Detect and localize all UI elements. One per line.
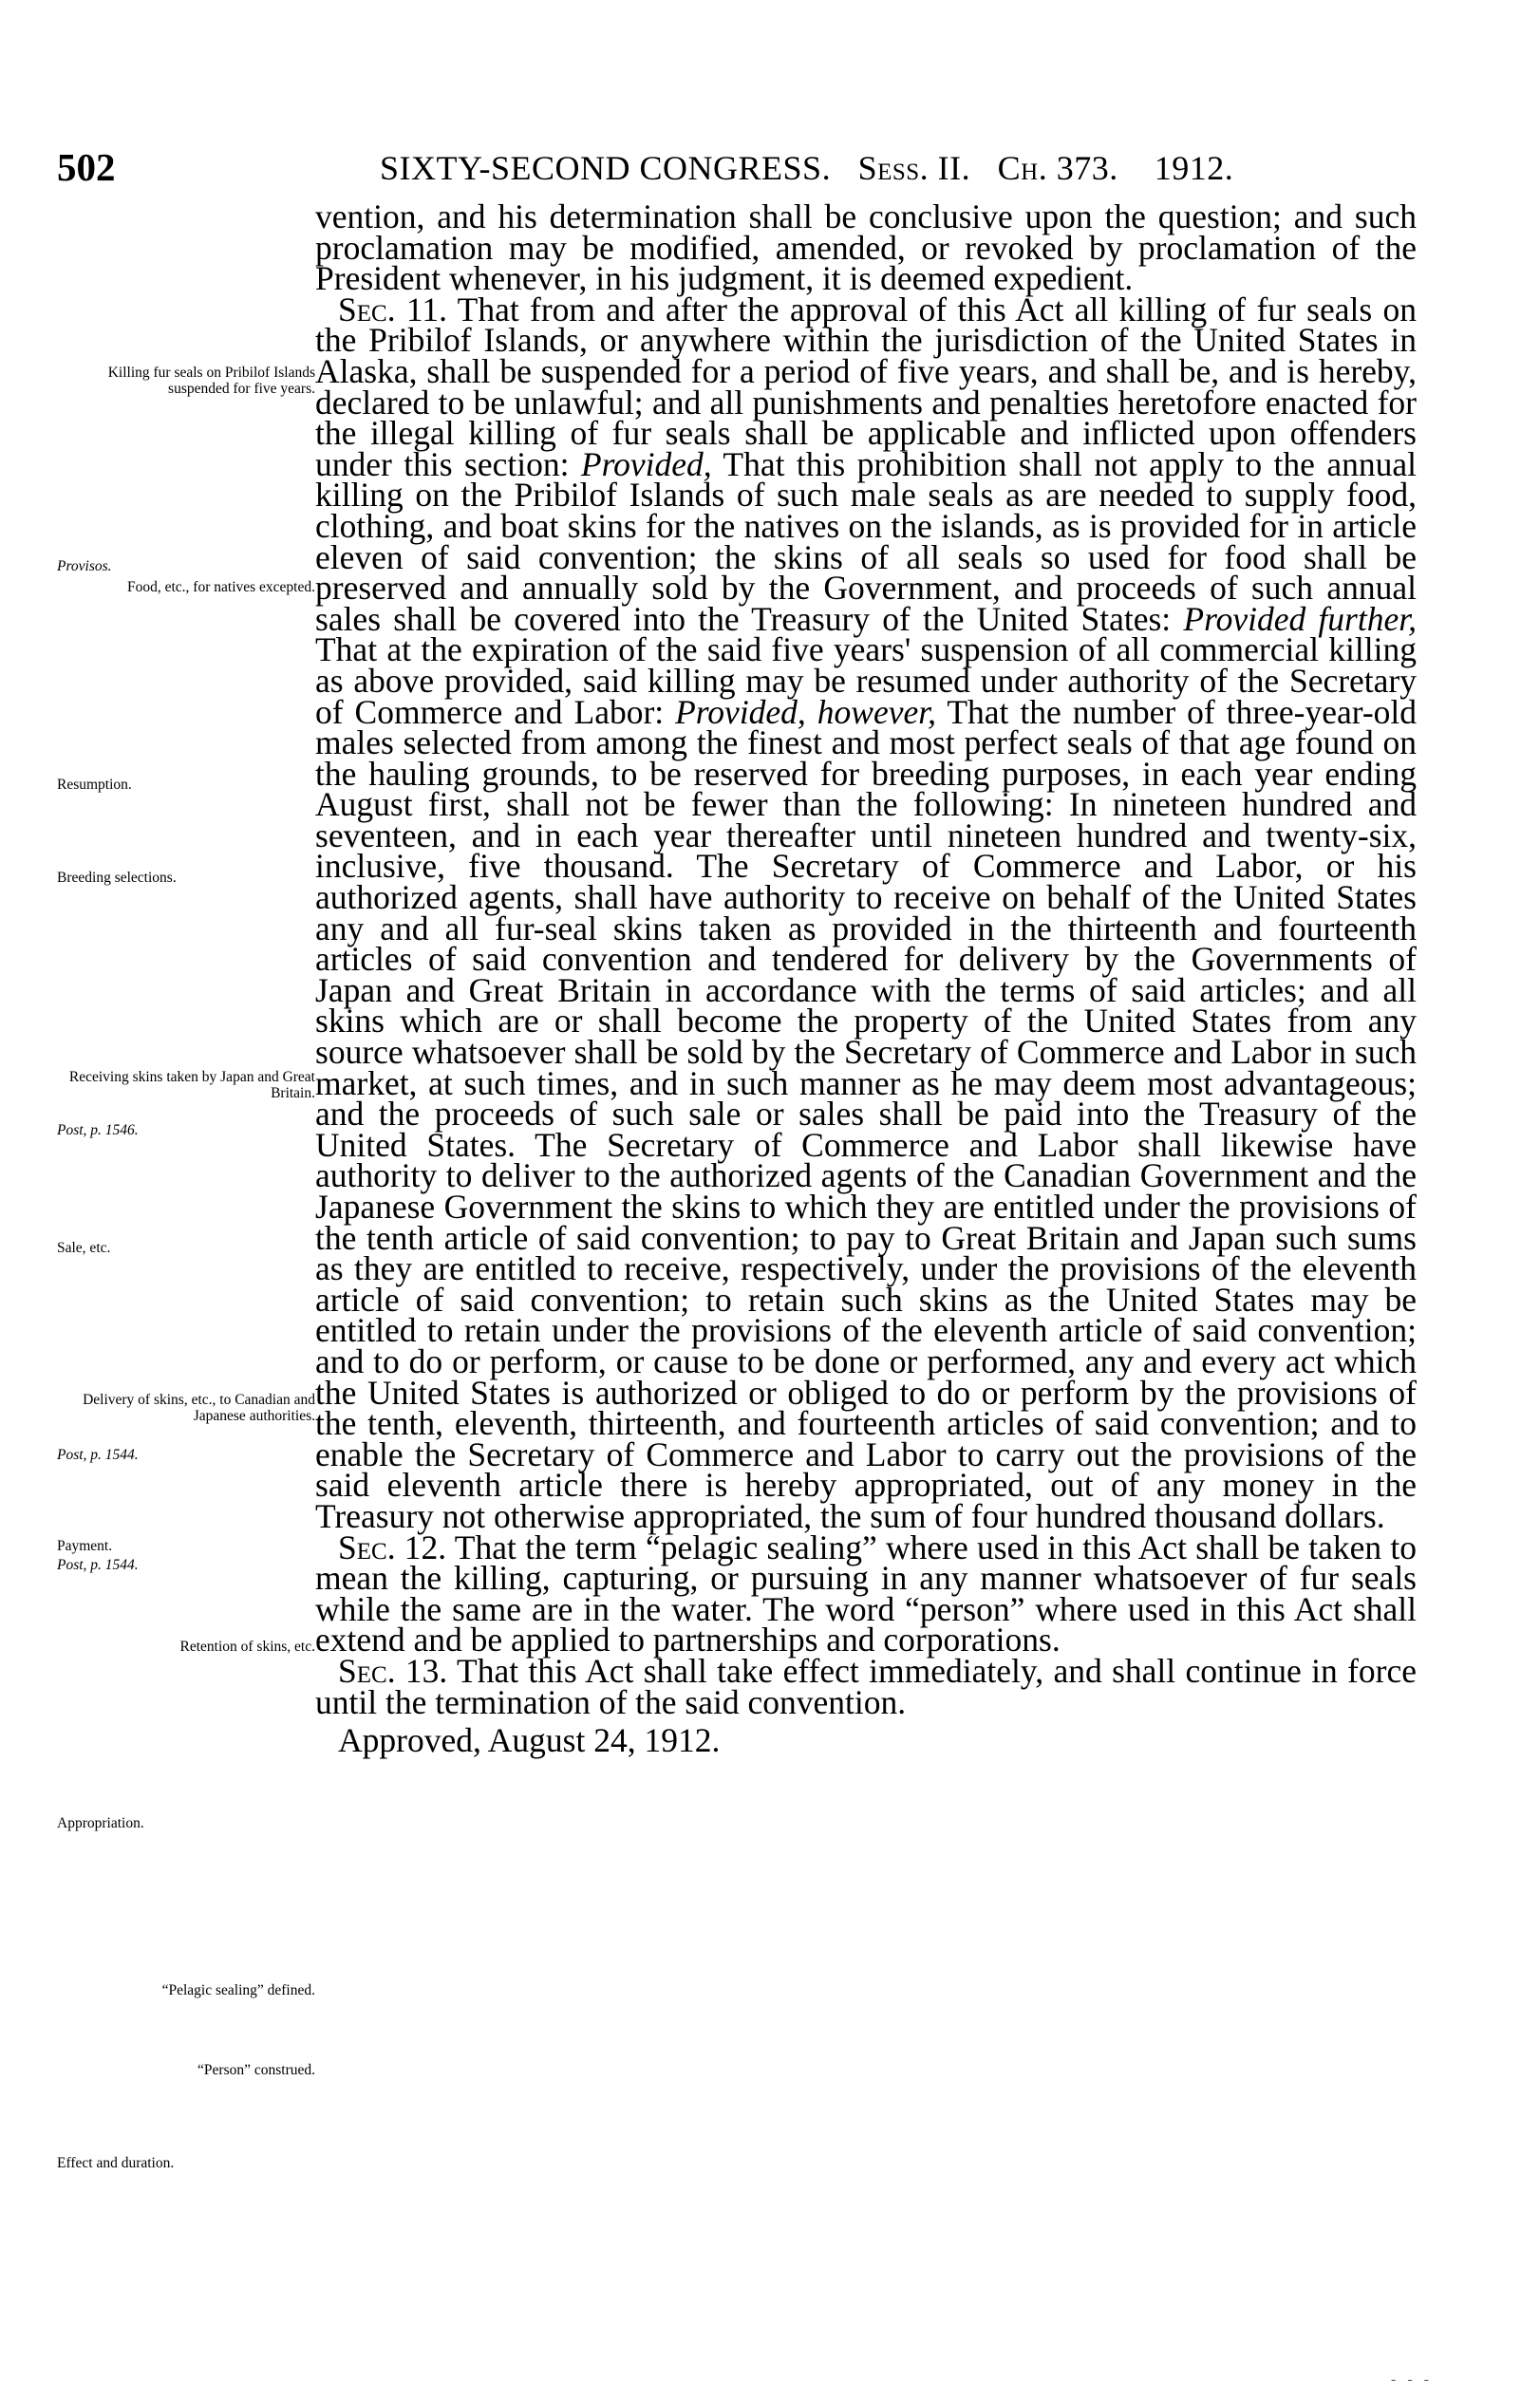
section-11-text-b: That this prohibition shall not apply to the annual killing on the Pribilof Islands of such male seals as are needed to supply food, clothing, and boat skins for the natives on the islands, as is provided for in article eleven of said convention; the skins of all seals so used for food shall be preserved and annually sold by the Government, and proceeds of such annual sales shall be covered into the Treasury of the United States: [315, 444, 1417, 638]
margin-note-effect: Effect and duration. [57, 2155, 175, 2171]
margin-notes [57, 0, 315, 2400]
section-11-text-d: That the number of three-year-old males selected from among the finest and most perfect seals of that age found on the hauling grounds, to be reserved for breeding purposes, in each year ending August first, shall not be fewer than the following: In nineteen hundred and seventeen, and in each year thereafter until nineteen hundred and twenty-six, inclusive, five thousand. The Secretary of Commerce and Labor, or his authorized agents, shall have authority to receive on behalf of the United States any and all fur-seal skins taken as provided in the thirteenth and fourteenth articles of said convention and tendered for delivery by the Governments of Japan and Great Britain in accordance with the terms of said articles; and all skins which are or shall become the property of the United States from any source whatsoever shall be sold by the Secretary of Commerce and Labor in such market, at such times, and in such manner as he may deem most advantageous; and the proceeds of such sale or sales shall be paid into the Treasury of the United States. The Secretary of Commerce and Labor shall likewise have authority to deliver to the authorized agents of the Canadian Government and the Japanese Government the skins to which they are entitled under the provisions of the tenth article of said convention; to pay to Great Britain and Japan such sums as they are entitled to receive, respectively, under the provisions of the eleventh article of said convention; to retain such skins as the United States may be entitled to retain under the provisions of the eleventh article of said convention; and to do or perform, or cause to be done or performed, any and every act which the United States is authorized or obliged to do or perform by the provisions of the tenth, eleventh, thirteenth, and fourteenth articles of said convention; and to enable the Secretary of Commerce and Labor to carry out the provisions of the said eleventh article there is hereby appropriated, out of any money in the Treasury not otherwise appropriated, the sum of four hundred thousand dollars. [315, 692, 1418, 1535]
section-12-text: That the term “pelagic sealing” where used in this Act shall be taken to mean the killing, capturing, or pursuing in any manner whatsoever of fur seals while the same are in the water. The word “person” where used in this Act shall extend and be applied to partnerships and corporations. [315, 1528, 1417, 1659]
footer-marks: - - - [1391, 2372, 1433, 2388]
year-label: 1912. [1154, 149, 1234, 187]
section-11-text-a: That from and after the approval of this Act all killing of fur seals on the Pribilof Islands, or anywhere within the jurisdiction of the United States in Alaska, shall be suspended for a period of five years, and shall be, and is hereby, declared to be unlawful; and all punishments and penalties heretofore enacted for the illegal killing of fur seals shall be applicable and inflicted upon offenders under this section: [315, 290, 1417, 483]
session-label: Sess. II. [857, 149, 971, 187]
body-text [315, 197, 1418, 1760]
section-13-text: That this Act shall take effect immediately, and shall continue in force until the termination of the said convention. [315, 1651, 1417, 1721]
margin-note-food-excepted: Food, etc., for natives excepted. [127, 579, 315, 595]
margin-note-killing-suspended: Killing fur seals on Pribilof Islands suspended for five years. [107, 365, 315, 397]
margin-note-resumption: Resumption. [57, 777, 132, 793]
margin-note-sale: Sale, etc. [57, 1240, 111, 1256]
margin-note-pelagic: “Pelagic sealing” defined. [161, 1982, 315, 1998]
paragraph-intro: vention, and his determination shall be conclusive upon the question; and such proclamation may be modified, amended, or revoked by proclamation of the President whenever, in his judgment, it is deemed expedient. [315, 197, 1417, 298]
paragraph-section-13 [315, 1651, 1417, 1721]
paragraph-section-12 [315, 1528, 1417, 1659]
section-12-label: Sec. 12. [338, 1528, 447, 1566]
provisos-label: Provisos. [57, 558, 112, 574]
margin-note-delivery: Delivery of skins, etc., to Canadian and Japanese authorities. [83, 1392, 315, 1424]
margin-note-breeding: Breeding selections. [57, 870, 177, 886]
margin-note-payment-post [57, 1557, 315, 1573]
proviso-3: Provided, however, [675, 692, 936, 731]
paragraph-section-11 [315, 290, 1418, 1535]
proviso-2: Provided further, [1183, 599, 1417, 638]
payment-post-ref: Post, p. 1544. [57, 1557, 139, 1573]
margin-note-appropriation: Appropriation. [57, 1815, 144, 1831]
margin-note-person: “Person” construed. [197, 2062, 315, 2078]
margin-note-delivery-post [57, 1447, 315, 1463]
congress-title: SIXTY-SECOND CONGRESS. [380, 149, 832, 187]
delivery-post-ref: Post, p. 1544. [57, 1447, 139, 1463]
margin-note-receiving-post [57, 1122, 315, 1138]
page-number: 502 [57, 145, 116, 189]
margin-note-provisos [57, 558, 315, 574]
chapter-label: Ch. 373. [997, 149, 1118, 187]
section-13-label: Sec. 13. [338, 1651, 448, 1690]
approval-line: Approved, August 24, 1912. [338, 1721, 721, 1760]
receiving-post-ref: Post, p. 1546. [57, 1122, 139, 1138]
running-head [380, 148, 1233, 188]
margin-note-receiving-skins: Receiving skins taken by Japan and Great Britain. [68, 1069, 315, 1101]
margin-note-retention: Retention of skins, etc. [179, 1639, 315, 1655]
section-11-text-c: That at the expiration of the said five years' suspension of all commercial killing as above provided, said killing may be resumed under authority of the Secretary of Commerce and Labor: [315, 630, 1417, 731]
section-11-label: Sec. 11. [338, 290, 447, 328]
margin-note-payment: Payment. [57, 1538, 113, 1554]
proviso-1: Provided, [580, 444, 712, 483]
